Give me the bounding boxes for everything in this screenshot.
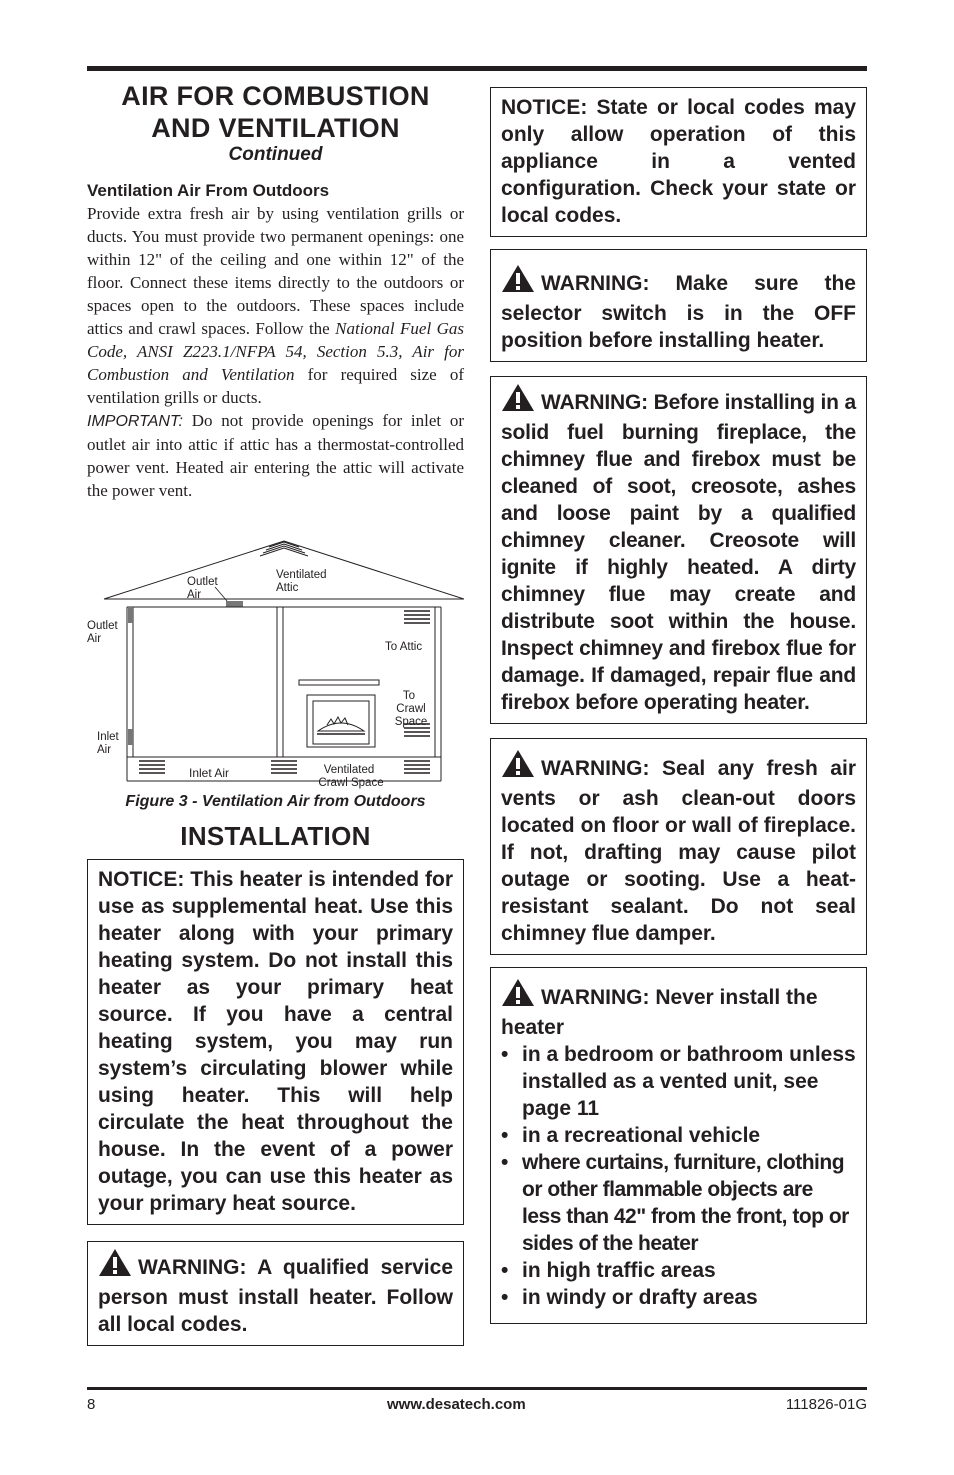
installation-notice-box — [87, 859, 464, 1225]
svg-text:Air: Air — [187, 589, 202, 601]
grill-to-attic — [404, 611, 430, 623]
warning-triangle-icon — [501, 264, 535, 300]
list-item: • in high traffic areas — [501, 1259, 716, 1282]
fireplace-outline — [307, 695, 375, 747]
warning-triangle-icon — [98, 1248, 132, 1284]
website-link[interactable]: www.desatech.com — [387, 1396, 526, 1413]
ventilation-paragraph — [87, 202, 464, 409]
bottom-rule — [87, 1387, 867, 1390]
svg-text:Crawl: Crawl — [396, 703, 426, 715]
never-install-text: WARNING: Never install the heater — [501, 986, 818, 1039]
left-column — [87, 80, 464, 1346]
ventilation-text-end: for required size of ventilation grills or ducts. — [87, 365, 464, 407]
codes-notice-text: NOTICE: State or local codes may only allow operation of this appliance in a vented configuration. Check your state or local codes. — [501, 96, 856, 227]
label-ventilated-crawl: Ventilated — [323, 764, 375, 776]
page-number: 8 — [87, 1396, 96, 1413]
svg-text:Air: Air — [97, 744, 112, 756]
document-number: 111826-01G — [785, 1396, 867, 1413]
list-item: • in a recreational vehicle — [501, 1124, 761, 1147]
label-ventilated-attic: Ventilated — [276, 569, 327, 581]
warning-triangle-icon — [501, 749, 535, 785]
ventilation-text: Provide extra fresh air by using ventilation grills or ducts. You must provide two permanent openings: one within 12" of the ceiling and one within 12" of the floor. Connect these items directly to the outdoors or spaces open to the outdoors. These spaces include attics and crawl spaces. Follow the — [87, 204, 464, 338]
never-install-heading — [501, 978, 856, 1041]
label-outlet-air-roof: Outlet — [187, 576, 218, 588]
section-title-line1: AIR FOR COMBUSTION — [121, 81, 430, 111]
grill-crawl-left — [139, 761, 165, 773]
label-to-crawl: To — [402, 690, 416, 702]
mantel — [299, 680, 379, 685]
right-column — [490, 87, 867, 1324]
heater-logs-icon — [317, 717, 365, 734]
seal-warning-text: WARNING: Seal any fresh air vents or ash clean-out doors located on floor or wall of fireplace. If not, drafting may cause pilot outage or sooting. Use a heat-resistant sealant. Do not seal chimney flue damper. — [501, 757, 856, 945]
selector-warning-text: WARNING: Make sure the selector switch is in the OFF position before installing heater. — [501, 272, 856, 352]
important-paragraph — [87, 409, 464, 502]
roof-vent-icon — [260, 542, 308, 556]
code-reference: National Fuel Gas Code, ANSI Z223.1/NFPA 54, Section 5.3, Air for Combustion and Ventilation — [87, 319, 464, 384]
ceiling-vent — [226, 601, 243, 607]
ventilation-heading: Ventilation Air From Outdoors — [87, 181, 330, 200]
important-label: IMPORTANT: — [87, 413, 183, 430]
svg-text:Air: Air — [87, 633, 102, 645]
never-install-warning-box — [490, 967, 867, 1324]
continued-label: Continued — [228, 144, 323, 165]
inlet-wall-vent — [128, 729, 133, 745]
section-title-line2: AND VENTILATION — [151, 113, 400, 143]
house-diagram — [87, 519, 464, 789]
grill-crawl-right — [404, 761, 430, 773]
codes-notice-box — [490, 87, 867, 237]
outlet-wall-vent — [128, 607, 133, 623]
list-item: • in windy or drafty areas — [501, 1286, 758, 1309]
warning-triangle-icon — [501, 383, 535, 419]
top-rule — [87, 66, 867, 71]
label-to-attic: To Attic — [385, 641, 423, 653]
svg-text:Crawl Space: Crawl Space — [318, 777, 384, 789]
installation-heading: INSTALLATION — [180, 821, 371, 851]
fireplace-warning-box — [490, 376, 867, 724]
important-text: Do not provide openings for inlet or outlet air into attic if attic has a thermostat-controlled power vent. Heated air entering the attic will activate the power vent. — [87, 411, 464, 500]
selector-warning-box — [490, 249, 867, 362]
svg-text:Space: Space — [394, 716, 428, 728]
label-inlet-air-wall: Inlet — [97, 731, 119, 743]
label-inlet-air-floor: Inlet Air — [189, 766, 230, 780]
svg-text:Attic: Attic — [276, 582, 299, 594]
fireplace-warning-text: WARNING: Before installing in a solid fuel burning fireplace, the chimney flue and firebox must be cleaned of soot, creosote, ashes and loose paint by a qualified chimney cleaner. Creosote will ignite if highly heated. A dirty chimney flue may create and distribute soot within the house. Inspect chimney and firebox flue for damage. If damaged, repair flue and firebox before operating heater. — [501, 391, 856, 714]
list-item: • where curtains, furniture, clothing or other flammable objects are less than 42" from the front, top or sides of the heater — [501, 1151, 849, 1255]
qualified-warning-text: WARNING: A qualified service person must install heater. Follow all local codes. — [98, 1256, 453, 1336]
seal-warning-box — [490, 738, 867, 955]
figure-caption: Figure 3 - Ventilation Air from Outdoors — [125, 793, 426, 810]
installation-notice-text: NOTICE: This heater is intended for use as supplemental heat. Use this heater along with your primary heating system. Do not install this heater as your primary heat source. If you have a central heating system, you may run system’s circulating blower while using heater. This will help circulate the heat throughout the house. In the event of a power outage, you can use this heater as your primary heat source. — [98, 868, 453, 1215]
section-title — [87, 80, 464, 144]
label-outlet-air-wall: Outlet — [87, 620, 118, 632]
never-install-list — [501, 1041, 856, 1311]
ventilation-figure — [87, 519, 464, 789]
grill-crawl-mid — [271, 761, 297, 773]
warning-triangle-icon — [501, 978, 535, 1014]
list-item: • in a bedroom or bathroom unless installed as a vented unit, see page 11 — [501, 1043, 856, 1120]
qualified-warning-box — [87, 1241, 464, 1346]
